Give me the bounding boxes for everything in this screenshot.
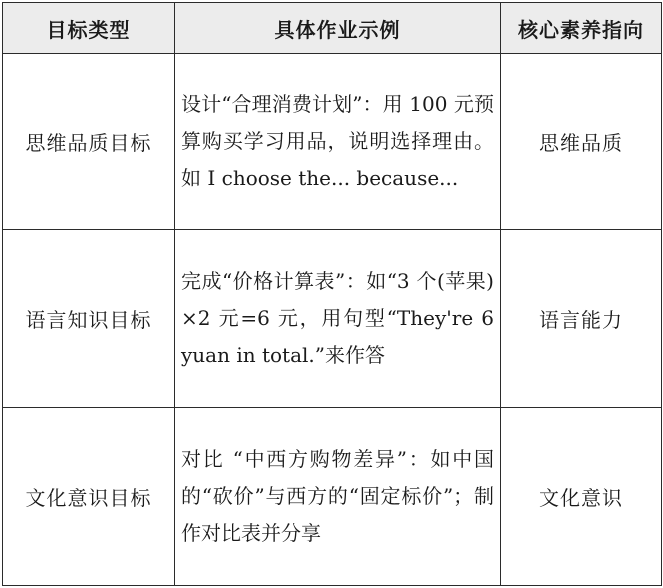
table-row	[3, 230, 662, 408]
example-cell: 完成“价格计算表”：如“3 个(苹果)×2 元=6 元，用句型“They're 6 yuan in total.”来作答	[175, 230, 501, 408]
assignment-goals-table	[2, 2, 662, 586]
table-row	[3, 408, 662, 586]
competency-cell: 思维品质	[501, 54, 662, 230]
goal-type-cell: 思维品质目标	[3, 54, 175, 230]
competency-cell: 文化意识	[501, 408, 662, 586]
goal-type-cell: 文化意识目标	[3, 408, 175, 586]
header-goal-type: 目标类型	[3, 3, 175, 54]
example-cell: 对比 “中西方购物差异”：如中国的“砍价”与西方的“固定标价”；制作对比表并分享	[175, 408, 501, 586]
header-row	[3, 3, 662, 54]
header-example: 具体作业示例	[175, 3, 501, 54]
example-cell: 设计“合理消费计划”：用 100 元预算购买学习用品，说明选择理由。如 I choose the... because...	[175, 54, 501, 230]
competency-cell: 语言能力	[501, 230, 662, 408]
header-competency: 核心素养指向	[501, 3, 662, 54]
table-row	[3, 54, 662, 230]
goal-type-cell: 语言知识目标	[3, 230, 175, 408]
